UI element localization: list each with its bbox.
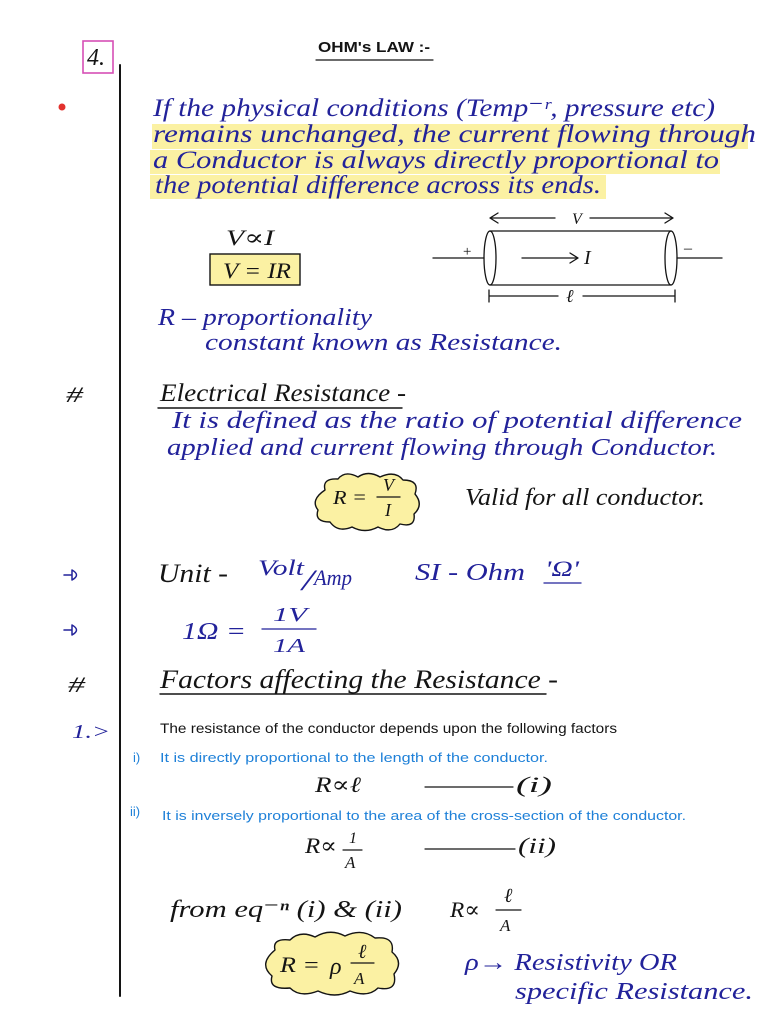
combined-relation-numerator: ℓ: [504, 885, 513, 907]
section-heading: Factors affecting the Resistance -: [158, 665, 558, 694]
bullet-dot-icon: [59, 104, 66, 111]
section-heading: Electrical Resistance -: [158, 380, 406, 407]
combination-note: from eq⁻ⁿ (i) & (ii): [170, 897, 403, 923]
ohm-definition-numerator: 1V: [273, 604, 312, 626]
formula-denominator: I: [385, 500, 391, 520]
resistivity-note-line: ρ→ Resistivity OR: [463, 950, 678, 976]
statement-line: If the physical conditions (Temp⁻ʳ, pressure etc): [151, 95, 715, 122]
section-marker: #: [68, 672, 87, 697]
statement-line: the potential difference across its ends.: [155, 172, 601, 199]
length-dimension-line: [489, 290, 675, 302]
proportionality-relation: V∝I: [226, 225, 277, 250]
combined-relation-lhs: R∝: [448, 897, 480, 922]
conductor-diagram: [433, 211, 722, 306]
current-arrow-icon: [522, 253, 578, 263]
ohm-symbol: 'Ω': [545, 556, 580, 581]
statement-line: remains unchanged, the current flowing through: [153, 121, 756, 148]
voltage-arrow-left: [490, 213, 555, 223]
factor-label: i): [133, 750, 141, 765]
arrow-bullet-icon: [64, 570, 77, 580]
factor-relation-denominator: A: [345, 853, 356, 872]
page-number: 4.: [87, 45, 105, 71]
ohm-definition-lhs: 1Ω =: [182, 619, 246, 645]
validity-note: Valid for all conductor.: [465, 485, 705, 511]
equation-label: (ii): [518, 833, 556, 858]
resistivity-symbol: ρ: [330, 954, 342, 980]
current-label: I: [584, 247, 591, 269]
item-marker: 1.>: [72, 721, 110, 743]
factor-relation: R∝ℓ: [313, 772, 363, 797]
unit-label: Unit -: [158, 559, 228, 588]
arrow-bullet-icon: [64, 625, 77, 635]
statement-line: a Conductor is always directly proportional to: [153, 147, 719, 174]
factor-relation-numerator: 1: [349, 830, 357, 847]
definition-line: applied and current flowing through Conductor.: [167, 435, 717, 461]
resistivity-formula-numerator: ℓ: [358, 941, 367, 963]
equation-label: (i): [516, 772, 552, 797]
resistance-note-line: R – proportionality: [156, 305, 373, 331]
factors-intro: The resistance of the conductor depends upon the following factors: [160, 721, 618, 736]
negative-terminal: –: [684, 240, 692, 257]
resistivity-note-line: specific Resistance.: [515, 979, 753, 1005]
definition-line: It is defined as the ratio of potential difference: [170, 408, 743, 434]
unit-volt: Volt: [258, 555, 306, 580]
combined-relation-denominator: A: [500, 916, 511, 935]
ohms-law-equation: V = IR: [223, 258, 292, 283]
resistivity-formula-denominator: A: [354, 969, 365, 988]
factor-text: It is inversely proportional to the area of the cross-section of the conductor.: [162, 808, 686, 823]
length-label: ℓ: [566, 286, 574, 306]
factor-relation: R∝: [303, 833, 337, 858]
cloud-highlight: [315, 474, 419, 531]
formula-lhs: R =: [331, 487, 367, 509]
conductor-left-end: [484, 231, 496, 285]
voltage-arrow-right: [590, 213, 673, 223]
section-marker: #: [66, 382, 85, 407]
resistivity-formula-lhs: R =: [278, 952, 320, 977]
ohm-definition-denominator: 1A: [273, 635, 307, 657]
resistance-note-line: constant known as Resistance.: [205, 330, 562, 356]
factor-text: It is directly proportional to the length of the conductor.: [160, 750, 548, 765]
conductor-right-end: [665, 231, 677, 285]
si-unit-label: SI - Ohm: [415, 560, 525, 586]
unit-slash: /: [299, 564, 318, 597]
page-title: OHM's LAW :-: [318, 39, 430, 56]
formula-numerator: V: [383, 475, 394, 495]
factor-label: ii): [130, 804, 141, 819]
unit-amp: Amp: [312, 565, 352, 590]
voltage-label: V: [572, 211, 582, 228]
positive-terminal: +: [462, 244, 473, 260]
